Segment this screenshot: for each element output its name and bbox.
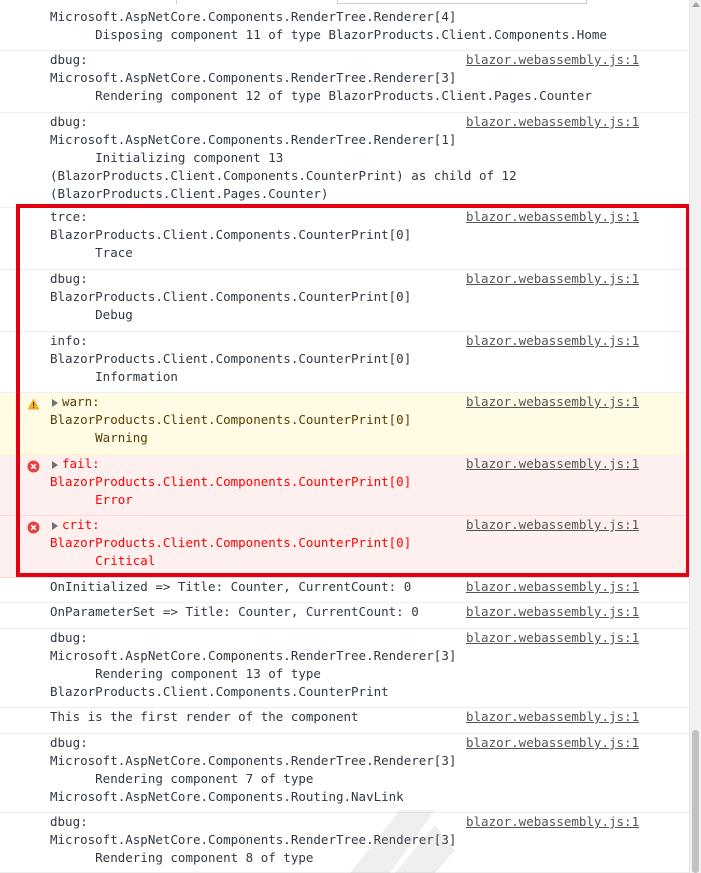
source-link[interactable]: blazor.webassembly.js:1	[466, 394, 640, 409]
message-line: dbug:	[50, 814, 88, 829]
message-line: Rendering component 13 of type	[50, 666, 321, 681]
message-line: (BlazorProducts.Client.Pages.Counter)	[50, 186, 329, 201]
message-line: Critical	[50, 553, 156, 568]
message-line: Rendering component 7 of type	[50, 771, 314, 786]
message-line: BlazorProducts.Client.Components.CounterPrint[0]	[50, 412, 412, 427]
message-line: (BlazorProducts.Client.Components.CounterPrint) as child of 12	[50, 168, 517, 183]
message-line: crit:	[62, 517, 100, 532]
message-line: Rendering component 8 of type	[50, 850, 314, 865]
message-line: Warning	[50, 430, 148, 445]
message-line: Microsoft.AspNetCore.Components.RenderTree.Renderer[3]	[50, 753, 457, 768]
message-line: BlazorProducts.Client.Components.CounterPrint	[50, 684, 389, 699]
console-message-dbug[interactable]	[0, 270, 689, 332]
message-line: BlazorProducts.Client.Components.CounterPrint[0]	[50, 351, 412, 366]
message-line: warn:	[62, 394, 100, 409]
error-icon	[27, 460, 40, 476]
source-link[interactable]: blazor.webassembly.js:1	[466, 517, 640, 532]
message-line: BlazorProducts.Client.Components.CounterPrint[0]	[50, 289, 412, 304]
error-icon	[27, 521, 40, 537]
source-link[interactable]: blazor.webassembly.js:1	[466, 114, 640, 129]
message-line: dbug:	[50, 52, 88, 67]
message-line: Microsoft.AspNetCore.Components.RenderTree.Renderer[4]	[50, 9, 457, 24]
console-message-fail[interactable]	[0, 455, 689, 516]
watermark-logo-icon	[340, 800, 660, 873]
message-line: Microsoft.AspNetCore.Components.RenderTree.Renderer[3]	[50, 70, 457, 85]
message-line: BlazorProducts.Client.Components.CounterPrint[0]	[50, 535, 412, 550]
message-line: trce:	[50, 209, 88, 224]
console-message-plain[interactable]	[0, 603, 689, 629]
message-line: BlazorProducts.Client.Components.CounterPrint[0]	[50, 227, 412, 242]
message-line: dbug:	[50, 114, 88, 129]
console-message-info[interactable]	[0, 332, 689, 393]
message-line: This is the first render of the component	[50, 709, 359, 724]
scrollbar-thumb[interactable]	[692, 730, 699, 873]
expand-caret-icon[interactable]	[52, 461, 58, 469]
message-line: Disposing component 11 of type BlazorProducts.Client.Components.Home	[50, 27, 607, 42]
source-link[interactable]: blazor.webassembly.js:1	[466, 604, 640, 619]
warning-icon	[27, 398, 40, 413]
source-link[interactable]: blazor.webassembly.js:1	[466, 456, 640, 471]
source-link[interactable]: blazor.webassembly.js:1	[466, 579, 640, 594]
message-line: Debug	[50, 307, 133, 322]
source-link[interactable]: blazor.webassembly.js:1	[466, 333, 640, 348]
message-line: BlazorProducts.Client.Components.CounterPrint[0]	[50, 474, 412, 489]
message-line: Information	[50, 369, 178, 384]
source-link[interactable]: blazor.webassembly.js:1	[466, 52, 640, 67]
message-line: info:	[50, 333, 88, 348]
console-message-plain[interactable]	[0, 578, 689, 603]
message-line: dbug:	[50, 271, 88, 286]
console-message-warn[interactable]	[0, 393, 689, 455]
source-link[interactable]: blazor.webassembly.js:1	[466, 735, 640, 750]
message-line: OnParameterSet => Title: Counter, CurrentCount: 0	[50, 604, 419, 619]
message-line: Trace	[50, 245, 133, 260]
message-line: dbug:	[50, 735, 88, 750]
console-message-dbug[interactable]	[0, 113, 689, 208]
console-message-trce[interactable]	[0, 208, 689, 270]
message-line: Microsoft.AspNetCore.Components.Routing.NavLink	[50, 789, 404, 804]
message-line: fail:	[62, 456, 100, 471]
scroll-up-arrow-icon[interactable]	[692, 2, 700, 7]
console-message-dbug[interactable]	[0, 629, 689, 708]
source-link[interactable]: blazor.webassembly.js:1	[466, 814, 640, 829]
message-line: Microsoft.AspNetCore.Components.RenderTree.Renderer[1]	[50, 132, 457, 147]
source-link[interactable]: blazor.webassembly.js:1	[466, 209, 640, 224]
console-message-dbug[interactable]	[0, 51, 689, 113]
message-line: Microsoft.AspNetCore.Components.RenderTree.Renderer[3]	[50, 832, 457, 847]
message-line: Error	[50, 492, 133, 507]
message-line: Rendering component 12 of type BlazorProducts.Client.Pages.Counter	[50, 88, 592, 103]
message-line: dbug:	[50, 630, 88, 645]
console-message-crit[interactable]	[0, 516, 689, 578]
console-message-plain[interactable]	[0, 8, 689, 51]
console-message-plain[interactable]	[0, 708, 689, 734]
message-line: Initializing component 13	[50, 150, 284, 165]
message-line: OnInitialized => Title: Counter, CurrentCount: 0	[50, 579, 412, 594]
console-scrollbar[interactable]	[689, 0, 701, 873]
message-line: Microsoft.AspNetCore.Components.RenderTree.Renderer[3]	[50, 648, 457, 663]
source-link[interactable]: blazor.webassembly.js:1	[466, 709, 640, 724]
source-link[interactable]: blazor.webassembly.js:1	[466, 271, 640, 286]
source-link[interactable]: blazor.webassembly.js:1	[466, 630, 640, 645]
expand-caret-icon[interactable]	[52, 399, 58, 407]
expand-caret-icon[interactable]	[52, 522, 58, 530]
